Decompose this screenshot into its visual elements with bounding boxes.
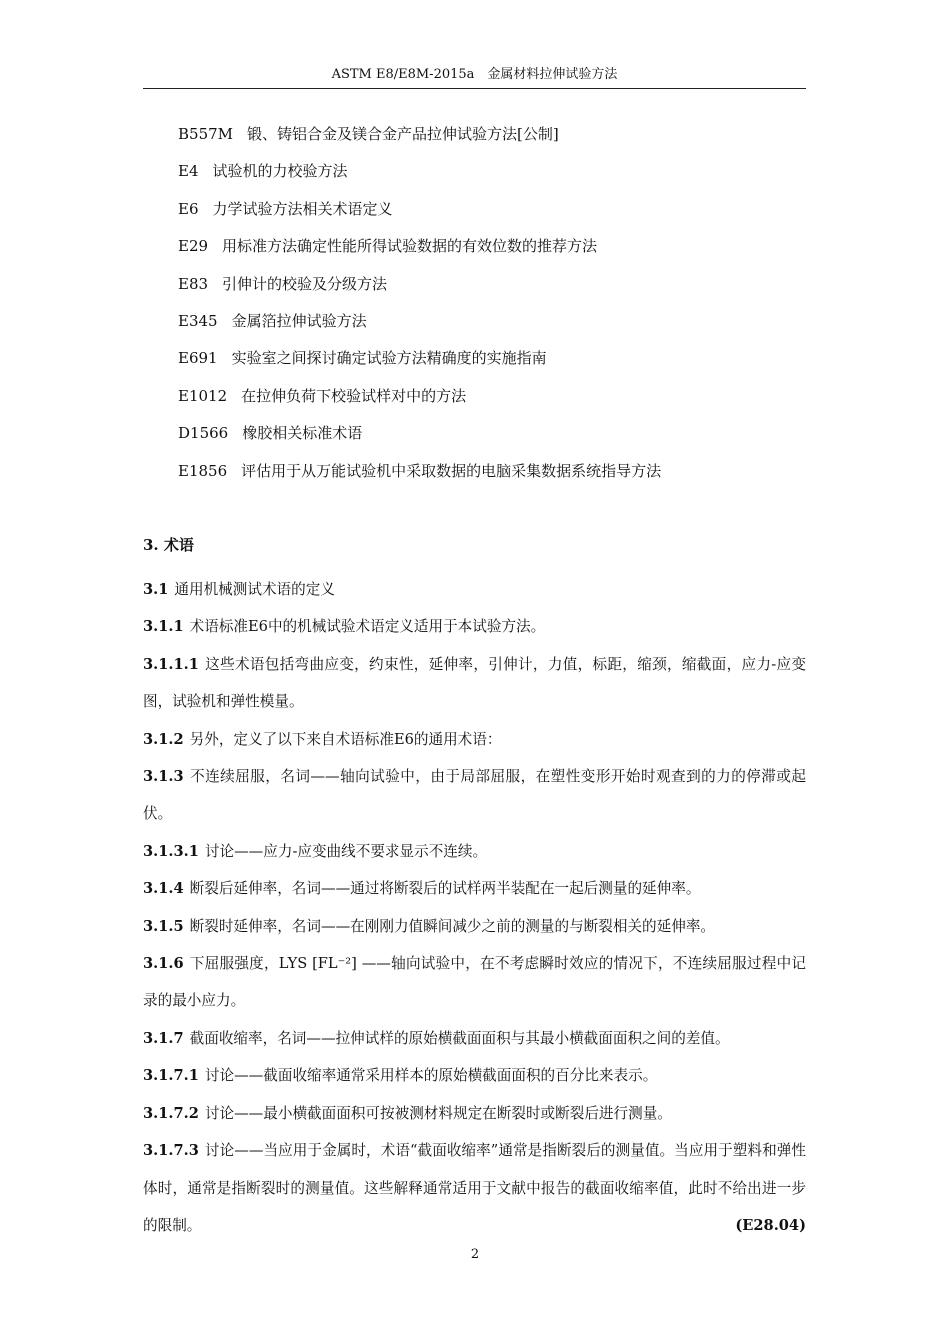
page-number: 2 — [470, 1247, 480, 1262]
reference-item — [178, 159, 818, 196]
clause-paragraph — [143, 870, 806, 907]
reference-code: E29 — [178, 237, 209, 256]
clause-paragraph — [143, 1057, 806, 1094]
reference-title: 力学试验方法相关术语定义 — [212, 199, 393, 218]
reference-code: E1856 — [178, 461, 228, 480]
reference-item — [178, 421, 818, 458]
clause-text: 讨论——应力-应变曲线不要求显示不连续。 — [204, 842, 488, 860]
reference-title: 实验室之间探讨确定试验方法精确度的实施指南 — [231, 349, 547, 368]
clause-number: 3.1.4 — [143, 880, 184, 898]
reference-code: D1566 — [178, 424, 229, 443]
reference-title: 在拉伸负荷下校验试样对中的方法 — [241, 386, 467, 405]
clause-paragraph — [143, 1020, 806, 1057]
clause-text: 这些术语包括弯曲应变，约束性，延伸率，引伸计，力值，标距，缩颈，缩截面，应力-应变图，试验机和弹性模量。 — [143, 655, 806, 711]
clause-text: 不连续屈服，名词——轴向试验中，由于局部屈服，在塑性变形开始时观查到的力的停滞或起伏。 — [143, 768, 806, 823]
clause-text: 截面收缩率，名词——拉伸试样的原始横截面面积与其最小横截面面积之间的差值。 — [189, 1029, 730, 1047]
reference-item — [178, 346, 818, 383]
reference-title: 评估用于从万能试验机中采取数据的电脑采集数据系统指导方法 — [241, 461, 662, 480]
reference-item — [178, 234, 818, 271]
clause-paragraph — [143, 758, 806, 833]
clause-number: 3.1.7.3 — [143, 1142, 199, 1160]
clause-number: 3.1.3.1 — [143, 842, 199, 860]
reference-item — [178, 459, 818, 496]
reference-title: 金属箔拉伸试验方法 — [231, 311, 367, 330]
clause-paragraph — [143, 571, 806, 608]
section-heading: 3. 术语 — [143, 536, 194, 554]
reference-item — [178, 272, 818, 309]
clause-number: 3.1.2 — [143, 730, 184, 748]
clause-paragraph — [143, 833, 806, 870]
reference-title: 橡胶相关标准术语 — [242, 424, 363, 443]
header-rule — [143, 88, 806, 89]
clause-text: 讨论——当应用于金属时，术语“截面收缩率”通常是指断裂后的测量值。当应用于塑料和弹性体时，通常是指断裂时的测量值。这些解释通常适用于文献中报告的截面收缩率值，此时不给出进一步的限制。 — [143, 1142, 806, 1234]
clause-text: 讨论——截面收缩率通常采用样本的原始横截面面积的百分比来表示。 — [204, 1067, 658, 1085]
reference-title: 用标准方法确定性能所得试验数据的有效位数的推荐方法 — [222, 237, 598, 256]
reference-item — [178, 197, 818, 234]
reference-title: 锻、铸铝合金及镁合金产品拉伸试验方法[公制] — [247, 125, 559, 143]
clause-paragraph — [143, 1132, 806, 1244]
reference-title: 试验机的力校验方法 — [212, 162, 348, 181]
reference-code: E83 — [178, 274, 209, 293]
clause-paragraph — [143, 908, 806, 945]
reference-code: E4 — [178, 162, 199, 181]
clause-text: 下屈服强度，LYS [FL⁻²] ——轴向试验中，在不考虑瞬时效应的情况下，不连续屈服过程中记录的最小应力。 — [143, 955, 806, 1010]
clause-number: 3.1.6 — [143, 955, 184, 973]
reference-code: B557M — [178, 125, 234, 143]
clause-text: 术语标准E6中的机械试验术语定义适用于本试验方法。 — [189, 618, 546, 636]
reference-title: 引伸计的校验及分级方法 — [222, 274, 388, 293]
reference-code: E6 — [178, 199, 199, 218]
reference-item — [178, 384, 818, 421]
clause-number: 3.1.5 — [143, 917, 184, 935]
committee-tag: (E28.04) — [735, 1216, 806, 1234]
terminology-section — [143, 534, 806, 1244]
reference-code: E345 — [178, 311, 218, 330]
reference-item — [178, 309, 818, 346]
clause-text: 另外，定义了以下来自术语标准E6的通用术语： — [189, 730, 502, 748]
clause-paragraph — [143, 945, 806, 1020]
clause-number: 3.1.7.1 — [143, 1067, 199, 1085]
clause-number: 3.1.1.1 — [143, 655, 199, 673]
clause-number: 3.1 — [143, 581, 169, 598]
reference-code: E1012 — [178, 386, 228, 405]
reference-item — [178, 122, 818, 159]
clause-number: 3.1.7.2 — [143, 1104, 199, 1122]
running-header: ASTM E8/E8M-2015a 金属材料拉伸试验方法 — [331, 67, 618, 82]
reference-code: E691 — [178, 349, 218, 368]
clause-text: 通用机械测试术语的定义 — [174, 581, 335, 598]
clause-number: 3.1.1 — [143, 618, 184, 636]
reference-list — [178, 122, 818, 496]
clause-text: 断裂时延伸率，名词——在刚刚力值瞬间减少之前的测量的与断裂相关的延伸率。 — [189, 917, 716, 935]
clause-paragraph — [143, 608, 806, 645]
clause-text: 断裂后延伸率，名词——通过将断裂后的试样两半装配在一起后测量的延伸率。 — [189, 880, 701, 898]
clause-paragraph — [143, 721, 806, 758]
clause-paragraph — [143, 1095, 806, 1132]
clause-number: 3.1.3 — [143, 768, 184, 786]
clause-number: 3.1.7 — [143, 1029, 184, 1047]
clause-paragraph — [143, 646, 806, 721]
clause-text: 讨论——最小横截面面积可按被测材料规定在断裂时或断裂后进行测量。 — [204, 1104, 672, 1122]
